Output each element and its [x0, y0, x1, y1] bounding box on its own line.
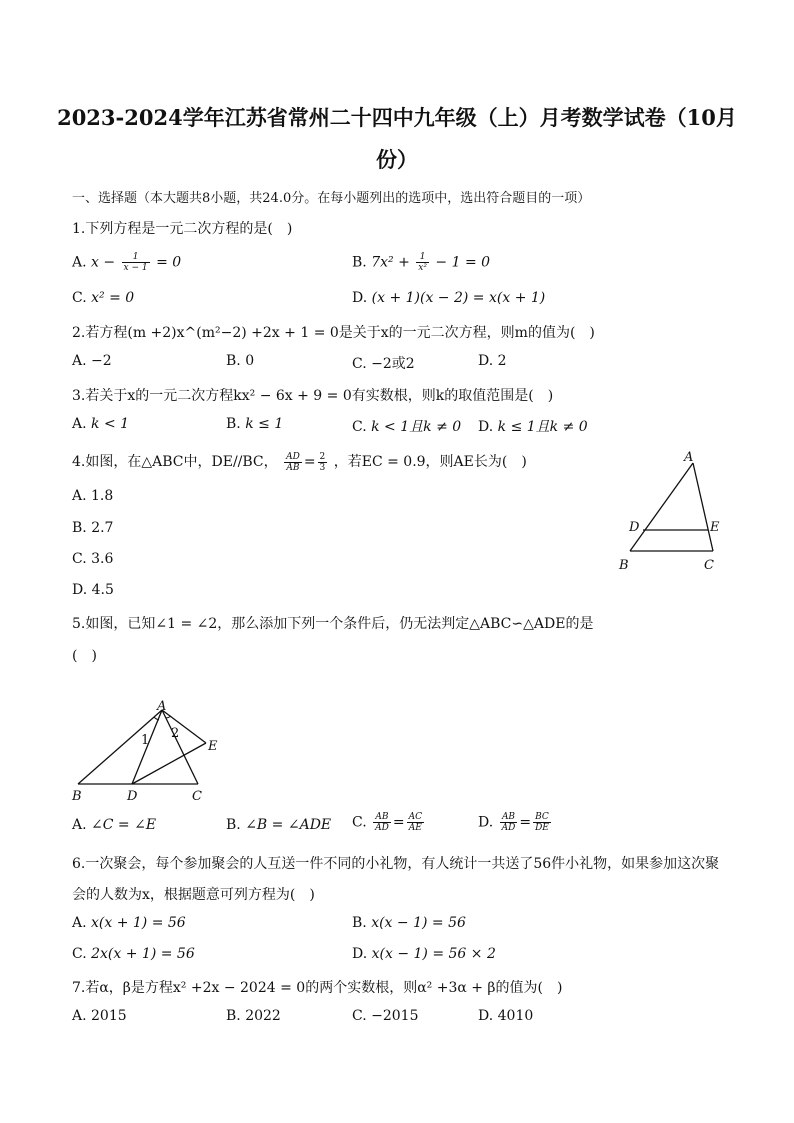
label-a: A [157, 699, 167, 714]
q6-stem-line1: 6.一次聚会，每个参加聚会的人互送一件不同的小礼物，有人统计一共送了56件小礼物，如果参加这次聚 [72, 856, 720, 872]
q5-option-d: D. $\frac{AB}{AD}$ = $\frac{BC}{DE}$ [478, 812, 549, 833]
option-text: k < 1且k ≠ 0 [371, 419, 462, 435]
option-label: D. [478, 419, 494, 435]
option-text: 3.6 [91, 551, 114, 567]
segment-ae [162, 710, 206, 743]
option-label: D. [478, 1008, 494, 1024]
q3-option-b [226, 416, 283, 432]
numerator: BC [533, 812, 551, 823]
fraction [533, 812, 551, 833]
q1-option-a [72, 252, 181, 273]
option-text: 2022 [245, 1008, 281, 1024]
q7-option-a [72, 1008, 127, 1024]
q4-triangle-figure [615, 445, 730, 570]
label-angle-1: 1 [141, 733, 150, 748]
label-b: B [72, 789, 82, 804]
label-e: E [710, 520, 720, 535]
option-text: 2.7 [91, 520, 114, 536]
q4-stem: 4.如图，在△ABC中，DE//BC， $\frac{AD}{AB}$ = $\frac{2}{3}$ ，若EC = 0.9，则AE长为( ) [72, 451, 527, 473]
option-label: C. [352, 419, 367, 435]
fraction [373, 812, 391, 833]
option-label: D. [352, 290, 368, 306]
q6-stem-line2: 会的人数为x，根据题意可列方程为( ) [72, 887, 315, 903]
option-label: A. [72, 817, 87, 833]
option-label: D. [478, 814, 494, 831]
option-text: − 1 = 0 [435, 254, 491, 271]
label-c: C [192, 789, 202, 804]
option-label: C. [352, 814, 367, 831]
option-text: 2 [497, 353, 507, 369]
option-text: −2或2 [371, 356, 415, 372]
option-label: B. [226, 1008, 241, 1024]
option-text: x(x + 1) = 56 [91, 915, 186, 931]
denominator: DE [535, 823, 549, 833]
option-text: x(x − 1) = 56 × 2 [371, 946, 496, 962]
label-c: C [704, 558, 714, 570]
option-label: D. [478, 353, 494, 369]
numerator: AD [286, 451, 300, 462]
option-label: C. [72, 551, 87, 567]
q3-option-d [478, 416, 588, 436]
section-heading: 一、选择题（本大题共8小题，共24.0分。在每小题列出的选项中，选出符合题目的一项） [72, 191, 591, 206]
option-label: B. [352, 254, 367, 271]
q6-option-b [352, 915, 466, 931]
fraction [416, 252, 429, 273]
denominator: AD [375, 823, 389, 833]
option-text: −2 [91, 353, 112, 369]
option-label: B. [72, 520, 87, 536]
q2-option-b [226, 353, 254, 369]
denominator: AD [501, 823, 516, 833]
q3-option-a [72, 416, 129, 432]
numerator: 2 [319, 451, 326, 462]
option-text: k ≤ 1且k ≠ 0 [497, 419, 588, 435]
label-b: B [619, 558, 629, 570]
q4-option-d [72, 582, 114, 598]
option-label: B. [352, 915, 367, 931]
q7-stem: 7.若α，β是方程x² +2x − 2024 = 0的两个实数根，则α² +3α + β的值为( ) [72, 980, 563, 996]
side-ab [78, 710, 162, 784]
q2-stem: 2.若方程(m +2)x^(m²−2) +2x + 1 = 0是关于x的一元二次方程，则m的值为( ) [72, 325, 595, 341]
option-label: C. [72, 290, 87, 306]
numerator: AC [408, 812, 422, 822]
option-label: A. [72, 1008, 87, 1024]
numerator: AB [373, 812, 391, 823]
side-ab [630, 463, 693, 551]
option-text: k ≤ 1 [245, 416, 284, 432]
numerator: 1 [122, 252, 150, 263]
q7-option-c [352, 1008, 418, 1024]
stem-text: ，若EC = 0.9，则AE长为( ) [333, 454, 527, 470]
denominator: 3 [319, 462, 326, 473]
option-label: C. [352, 356, 367, 372]
q1-stem: 1.下列方程是一元二次方程的是( ) [72, 221, 293, 237]
label-a: A [684, 450, 694, 465]
side-ac [162, 710, 198, 784]
q6-option-a [72, 915, 186, 931]
q5-option-a [72, 817, 156, 833]
q7-option-b [226, 1008, 281, 1024]
q1-option-b [352, 252, 490, 273]
option-label: A. [72, 488, 87, 504]
fraction [318, 452, 328, 473]
option-text: x² = 0 [91, 290, 135, 306]
q5-stem: 5.如图，已知∠1 = ∠2，那么添加下列一个条件后，仍无法判定△ABC∽△ADE的是 [72, 616, 594, 632]
q1-option-c [72, 290, 134, 306]
q6-option-c [72, 946, 195, 962]
option-label: A. [72, 254, 87, 271]
option-text: 2x(x + 1) = 56 [91, 946, 195, 962]
option-label: B. [226, 817, 241, 833]
fraction [284, 452, 302, 473]
label-d: D [629, 520, 640, 535]
q6-option-d [352, 946, 496, 962]
option-text: x(x − 1) = 56 [371, 915, 466, 931]
option-text: k < 1 [91, 416, 130, 432]
label-e: E [208, 739, 218, 754]
option-text: ∠C = ∠E [91, 817, 157, 833]
option-label: A. [72, 915, 87, 931]
q7-option-d [478, 1008, 533, 1024]
stem-text: 4.如图，在△ABC中，DE//BC， [72, 454, 278, 470]
numerator: AB [500, 812, 518, 823]
option-label: C. [352, 1008, 367, 1024]
option-label: D. [352, 946, 368, 962]
denominator: x² [418, 263, 427, 273]
q2-option-a [72, 353, 112, 369]
option-text: −2015 [371, 1008, 419, 1024]
option-text: = 0 [156, 254, 182, 271]
page-title-line1: 2023-2024学年江苏省常州二十四中九年级（上）月考数学试卷（10月 [57, 105, 737, 130]
q4-option-c [72, 551, 113, 567]
option-label: B. [226, 353, 241, 369]
option-label: B. [226, 416, 241, 432]
option-text: 0 [245, 353, 255, 369]
option-text: 4010 [497, 1008, 534, 1024]
denominator: AB [286, 462, 300, 473]
label-d: D [127, 789, 138, 804]
option-text: 4.5 [91, 582, 114, 598]
side-ac [693, 463, 713, 551]
denominator: AE [408, 823, 422, 833]
q5-triangle-figure [70, 698, 230, 806]
fraction [122, 252, 150, 273]
q5-paren: ( ) [72, 648, 97, 664]
option-text: 7x² + [371, 254, 410, 271]
option-text: x − [91, 254, 116, 271]
q2-option-c [352, 353, 415, 373]
option-text: (x + 1)(x − 2) = x(x + 1) [371, 290, 546, 306]
option-text: ∠B = ∠ADE [245, 817, 332, 833]
denominator: x − 1 [123, 263, 148, 273]
label-angle-2: 2 [171, 726, 180, 741]
option-label: A. [72, 416, 87, 432]
q3-stem: 3.若关于x的一元二次方程kx² − 6x + 9 = 0有实数根，则k的取值范围是( ) [72, 388, 554, 404]
q5-option-b [226, 817, 331, 833]
q5-option-c: C. $\frac{AB}{AD}$ = $\frac{AC}{AE}$ [352, 812, 422, 833]
q2-option-d [478, 353, 507, 369]
q4-option-b [72, 520, 113, 536]
numerator: 1 [416, 252, 429, 263]
q1-option-d [352, 290, 545, 306]
fraction [500, 812, 518, 833]
option-text: 1.8 [91, 488, 114, 504]
option-label: D. [72, 582, 88, 598]
option-text: 2015 [91, 1008, 127, 1024]
option-label: A. [72, 353, 87, 369]
q3-option-c [352, 416, 461, 436]
fraction [407, 812, 424, 833]
option-label: C. [72, 946, 87, 962]
q4-option-a [72, 488, 113, 504]
page-title-line2: 份） [376, 147, 418, 172]
angle-2-arc [166, 716, 171, 718]
